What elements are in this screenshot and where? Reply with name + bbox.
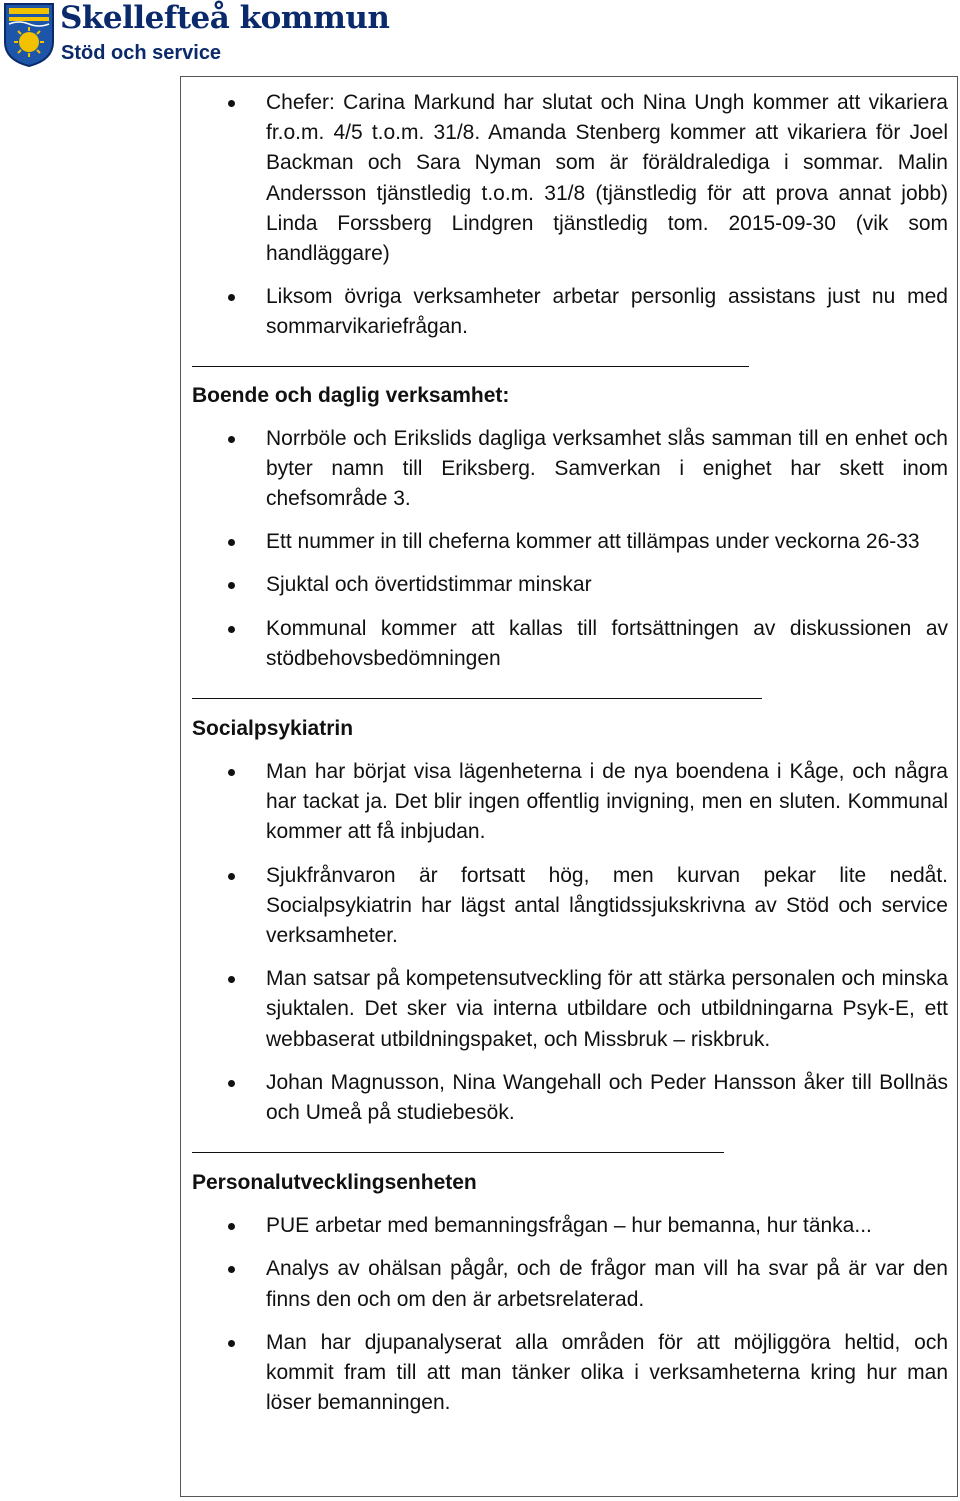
section-list-boende xyxy=(192,424,948,674)
list-item xyxy=(192,424,948,515)
section-title: Boende och daglig verksamhet: xyxy=(192,383,510,407)
list-item xyxy=(192,1328,948,1419)
section-title: Socialpsykiatrin xyxy=(192,717,354,741)
bullet-icon xyxy=(228,626,235,633)
section-title: Personalutvecklingsenheten xyxy=(192,1171,477,1195)
section-list-socialpsykiatrin xyxy=(192,757,948,1128)
list-item xyxy=(192,964,948,1055)
list-item-text: Chefer: Carina Markund har slutat och Nina Ungh kommer att vikariera fr.o.m. 4/5 t.o.m. 31/8. Amanda Stenberg kommer att vikariera för Joel Backman och Sara Nyman som är föräldralediga i sommar. Malin Andersson tjänstledig t.o.m. 31/8 (tjänstledig för att prova annat jobb) Linda Forssberg Lindgren tjänstledig tom. 2015-09-30 (vik som handläggare) xyxy=(266,91,948,266)
organization-unit: Stöd och service xyxy=(61,42,222,64)
section-list-personalutveckling xyxy=(192,1211,948,1418)
bullet-icon xyxy=(228,1080,235,1087)
organization-name: Skellefteå kommun xyxy=(60,0,390,36)
list-item xyxy=(192,1068,948,1128)
municipal-crest-icon xyxy=(3,2,55,68)
section-divider xyxy=(192,1152,724,1153)
list-item-text: PUE arbetar med bemanningsfrågan – hur bemanna, hur tänka... xyxy=(266,1214,872,1238)
list-item-text: Liksom övriga verksamheter arbetar personlig assistans just nu med sommarvikariefrågan. xyxy=(266,285,948,339)
list-item xyxy=(192,282,948,342)
list-item-text: Sjuktal och övertidstimmar minskar xyxy=(266,573,592,597)
section-divider xyxy=(192,366,749,367)
list-item xyxy=(192,1211,948,1241)
list-item xyxy=(192,88,948,269)
bullet-icon xyxy=(228,539,235,546)
list-item xyxy=(192,527,948,557)
bullet-icon xyxy=(228,1266,235,1273)
bullet-icon xyxy=(228,1340,235,1347)
intro-list xyxy=(192,88,948,343)
page-header xyxy=(3,2,403,70)
bullet-icon xyxy=(228,769,235,776)
list-item-text: Analys av ohälsan pågår, och de frågor man vill ha svar på är var den finns den och om den är arbetsrelaterad. xyxy=(266,1257,948,1311)
section-divider xyxy=(192,698,762,699)
bullet-icon xyxy=(228,436,235,443)
list-item xyxy=(192,757,948,848)
bullet-icon xyxy=(228,582,235,589)
list-item-text: Man har djupanalyserat alla områden för att möjliggöra heltid, och kommit fram till att man tänker olika i verksamheterna kring hur man löser bemanningen. xyxy=(266,1330,948,1415)
bullet-icon xyxy=(228,294,235,301)
list-item-text: Man har börjat visa lägenheterna i de nya boendena i Kåge, och några har tackat ja. Det blir ingen offentlig invigning, men en sluten. Kommunal kommer att få inbjudan. xyxy=(266,760,948,844)
list-item xyxy=(192,570,948,600)
list-item-text: Norrböle och Erikslids dagliga verksamhet slås samman till en enhet och byter namn till Eriksberg. Samverkan i enighet har skett inom chefsområde 3. xyxy=(266,426,948,511)
list-item-text: Sjukfrånvaron är fortsatt hög, men kurvan pekar lite nedåt. Socialpsykiatrin har lägst antal långtidssjukskrivna av Stöd och service verksamheter. xyxy=(266,863,948,948)
list-item-text: Man satsar på kompetensutveckling för att stärka personalen och minska sjuktalen. Det sker via interna utbildare och utbildningarna Psyk-E, ett webbaserat utbildningspaket, och Missbruk – riskbruk. xyxy=(266,967,948,1051)
list-item xyxy=(192,861,948,952)
list-item-text: Johan Magnusson, Nina Wangehall och Peder Hansson åker till Bollnäs och Umeå på studiebesök. xyxy=(266,1070,948,1125)
bullet-icon xyxy=(228,976,235,983)
list-item xyxy=(192,614,948,674)
list-item xyxy=(192,1254,948,1314)
bullet-icon xyxy=(228,873,235,880)
list-item-text: Ett nummer in till cheferna kommer att tillämpas under veckorna 26-33 xyxy=(266,530,920,554)
bullet-icon xyxy=(228,1223,235,1230)
document-body xyxy=(192,88,948,1419)
bullet-icon xyxy=(228,100,235,107)
list-item-text: Kommunal kommer att kallas till fortsättningen av diskussionen av stödbehovsbedömningen xyxy=(266,616,948,670)
